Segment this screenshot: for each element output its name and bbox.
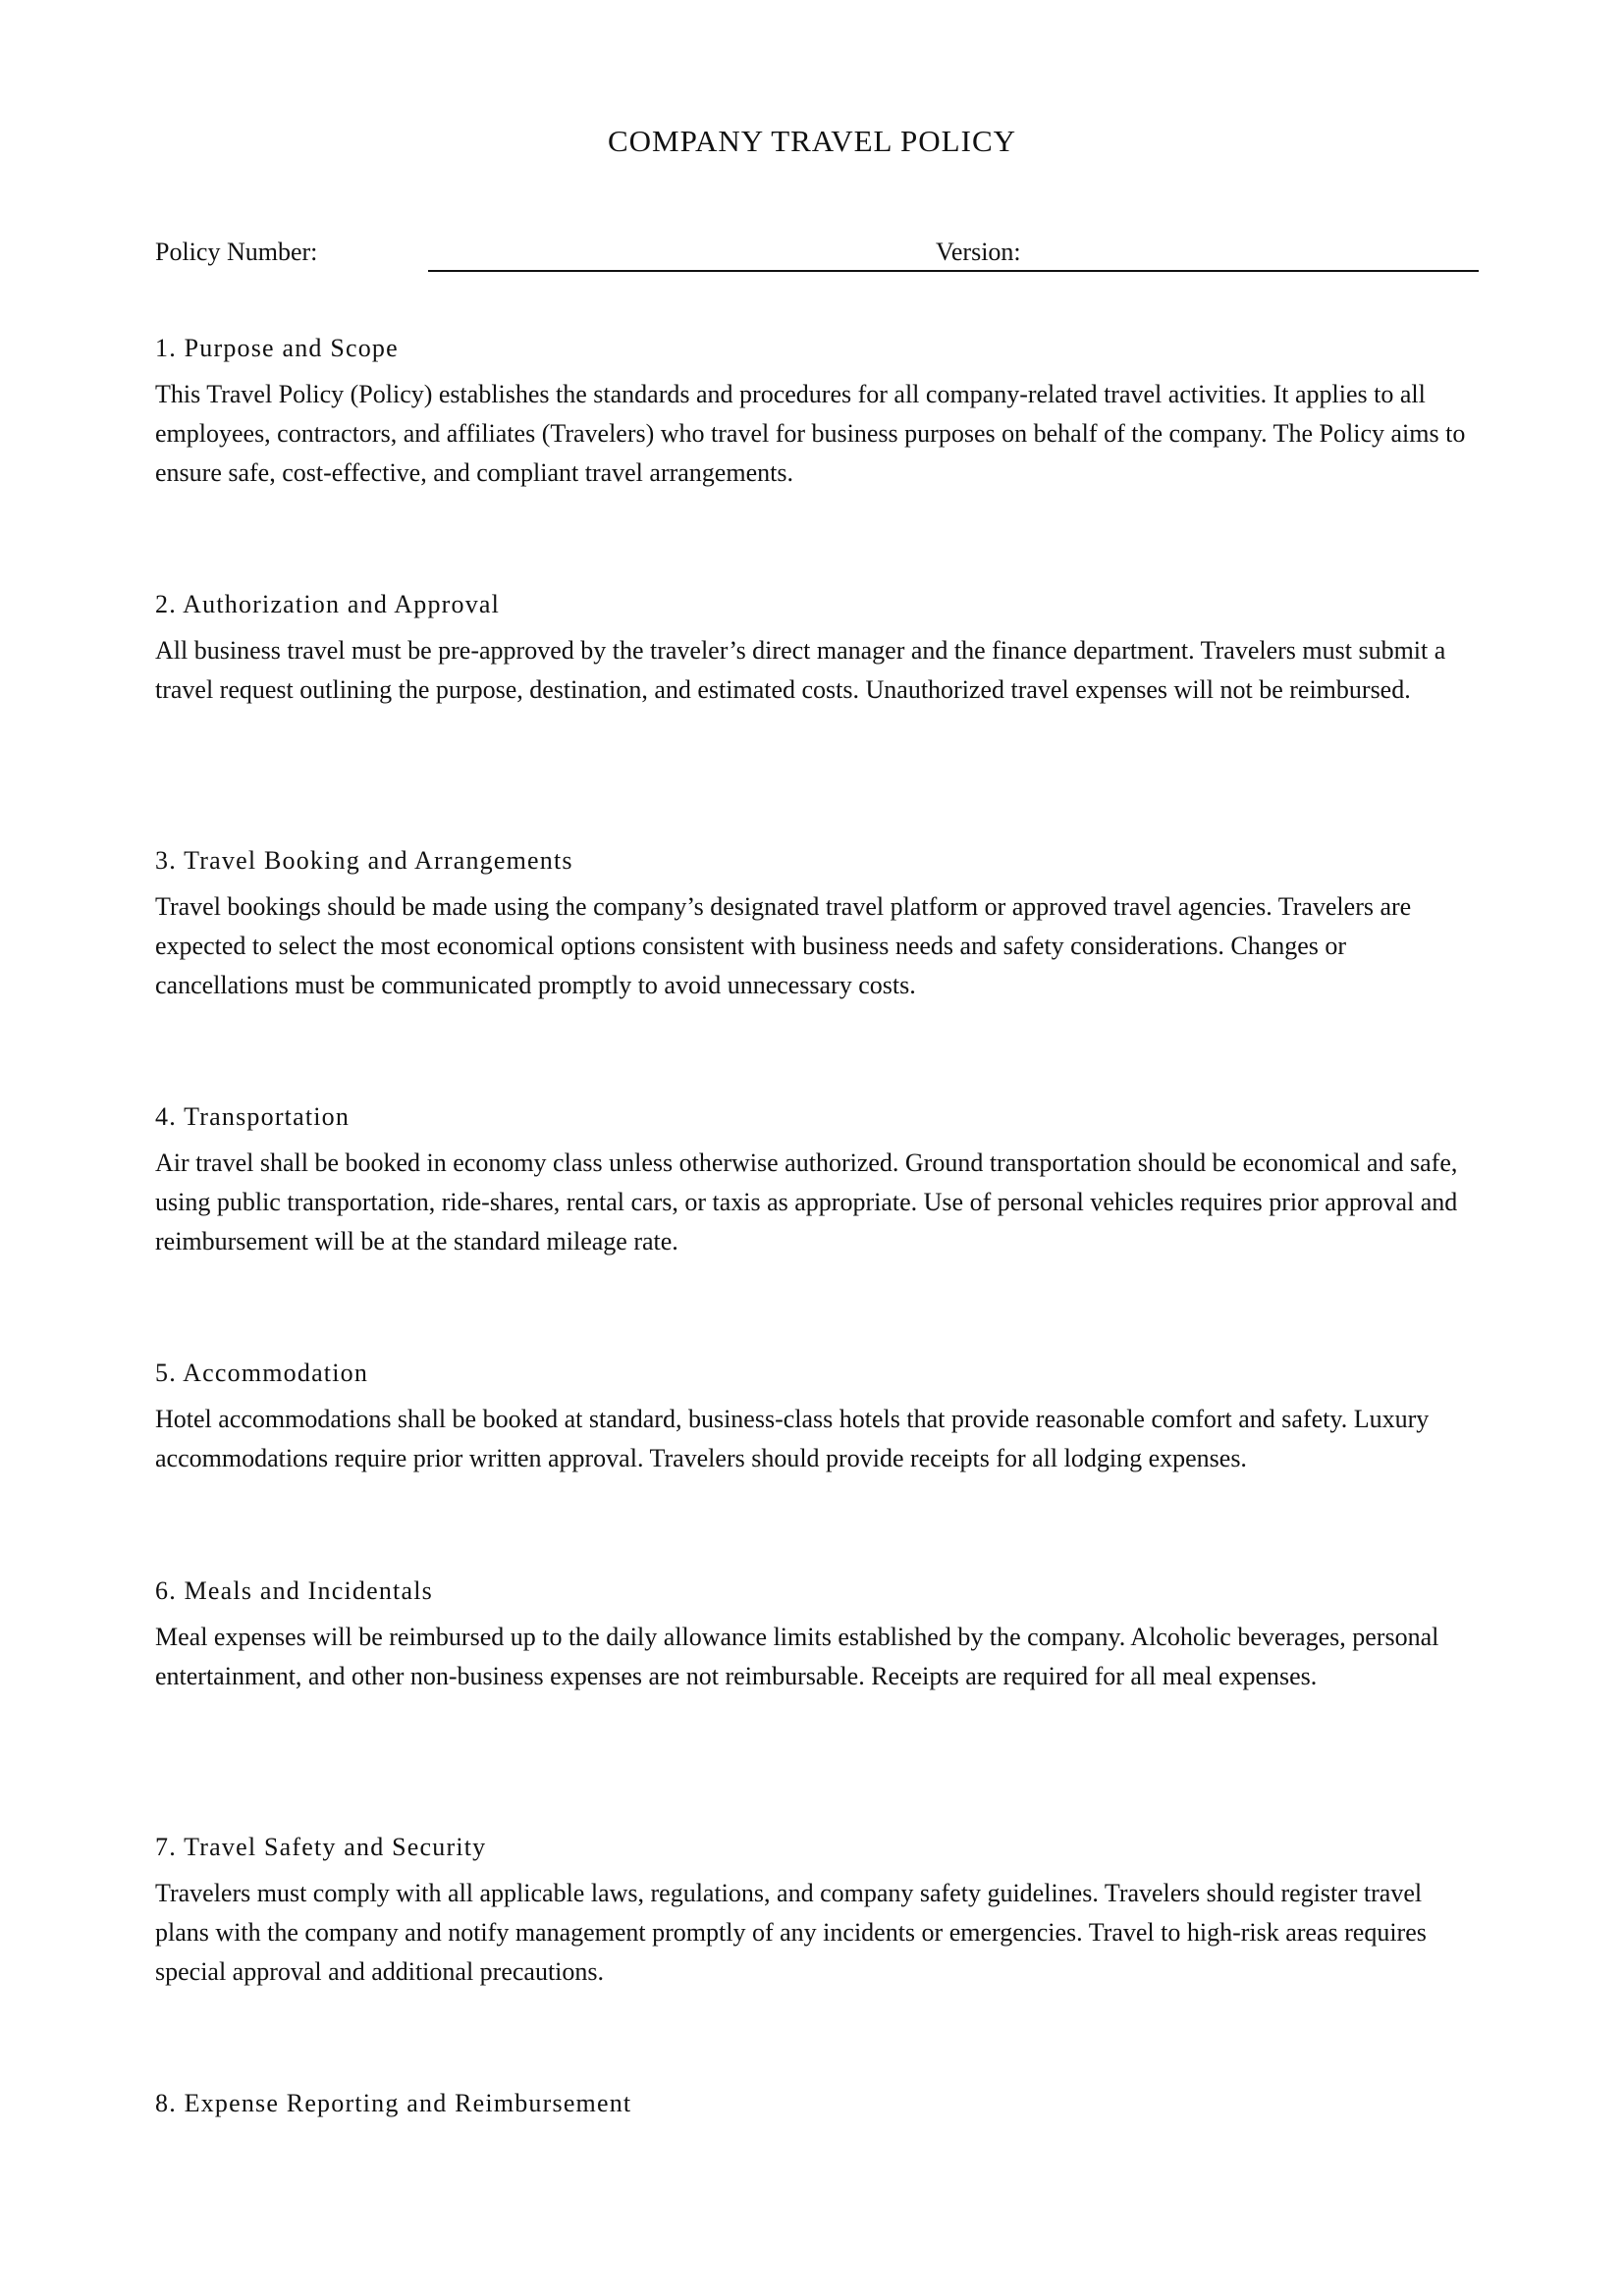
section-accommodation — [155, 1357, 1481, 1478]
section-heading: 6. Meals and Incidentals — [155, 1576, 433, 1605]
section-body: Hotel accommodations shall be booked at standard, business-class hotels that provide reasonable comfort and safety. Luxury accommodations require prior written approval. Travelers should provide receipts for all lodging expenses. — [155, 1405, 1430, 1472]
section-travel-safety — [155, 1831, 1481, 1992]
section-authorization-and-approval — [155, 588, 1481, 710]
section-body: Meal expenses will be reimbursed up to the daily allowance limits established by the company. Alcoholic beverages, personal entertainment, and other non-business expenses are not reimbursable. Receipts are required for all meal expenses. — [155, 1623, 1439, 1690]
section-heading: 5. Accommodation — [155, 1359, 369, 1387]
section-purpose-and-scope — [155, 332, 1481, 493]
section-heading: 2. Authorization and Approval — [155, 590, 501, 618]
document-title: COMPANY TRAVEL POLICY — [607, 124, 1017, 158]
section-body: Travel bookings should be made using the company’s designated travel platform or approved travel agencies. Travelers are expected to select the most economical options consistent with business needs and safety considerations. Changes or cancellations must be communicated promptly to avoid unnecessary costs. — [155, 892, 1412, 999]
version-label: Version: — [936, 238, 1021, 266]
section-body: This Travel Policy (Policy) establishes the standards and procedures for all company-related travel activities. It applies to all employees, contractors, and affiliates (Travelers) who travel for business purposes on behalf of the company. The Policy aims to ensure safe, cost-effective, and compliant travel arrangements. — [155, 380, 1466, 487]
section-heading: 4. Transportation — [155, 1102, 351, 1131]
section-travel-booking — [155, 844, 1481, 1005]
section-heading: 1. Purpose and Scope — [155, 334, 399, 362]
policy-meta-row — [155, 238, 1479, 277]
section-body: Air travel shall be booked in economy class unless otherwise authorized. Ground transportation should be economical and safe, using public transportation, ride-shares, rental cars, or taxis as appropriate. Use of personal vehicles requires prior approval and reimbursement will be at the standard mileage rate. — [155, 1148, 1458, 1255]
section-meals-and-incidentals — [155, 1575, 1481, 1696]
section-heading: 7. Travel Safety and Security — [155, 1833, 487, 1861]
policy-meta-fill-line[interactable] — [428, 270, 1479, 272]
section-transportation — [155, 1100, 1481, 1261]
section-heading: 3. Travel Booking and Arrangements — [155, 846, 573, 875]
section-expense-reporting — [155, 2087, 1481, 2120]
section-body: Travelers must comply with all applicable laws, regulations, and company safety guidelines. Travelers should register travel plans with the company and notify management promptly of any incidents or emergencies. Travel to high-risk areas requires special approval and additional precautions. — [155, 1879, 1427, 1986]
section-body: All business travel must be pre-approved by the traveler’s direct manager and the finance department. Travelers must submit a travel request outlining the purpose, destination, and estimated costs. Unauthorized travel expenses will not be reimbursed. — [155, 636, 1446, 704]
policy-number-label: Policy Number: — [155, 238, 318, 266]
section-heading: 8. Expense Reporting and Reimbursement — [155, 2089, 632, 2117]
